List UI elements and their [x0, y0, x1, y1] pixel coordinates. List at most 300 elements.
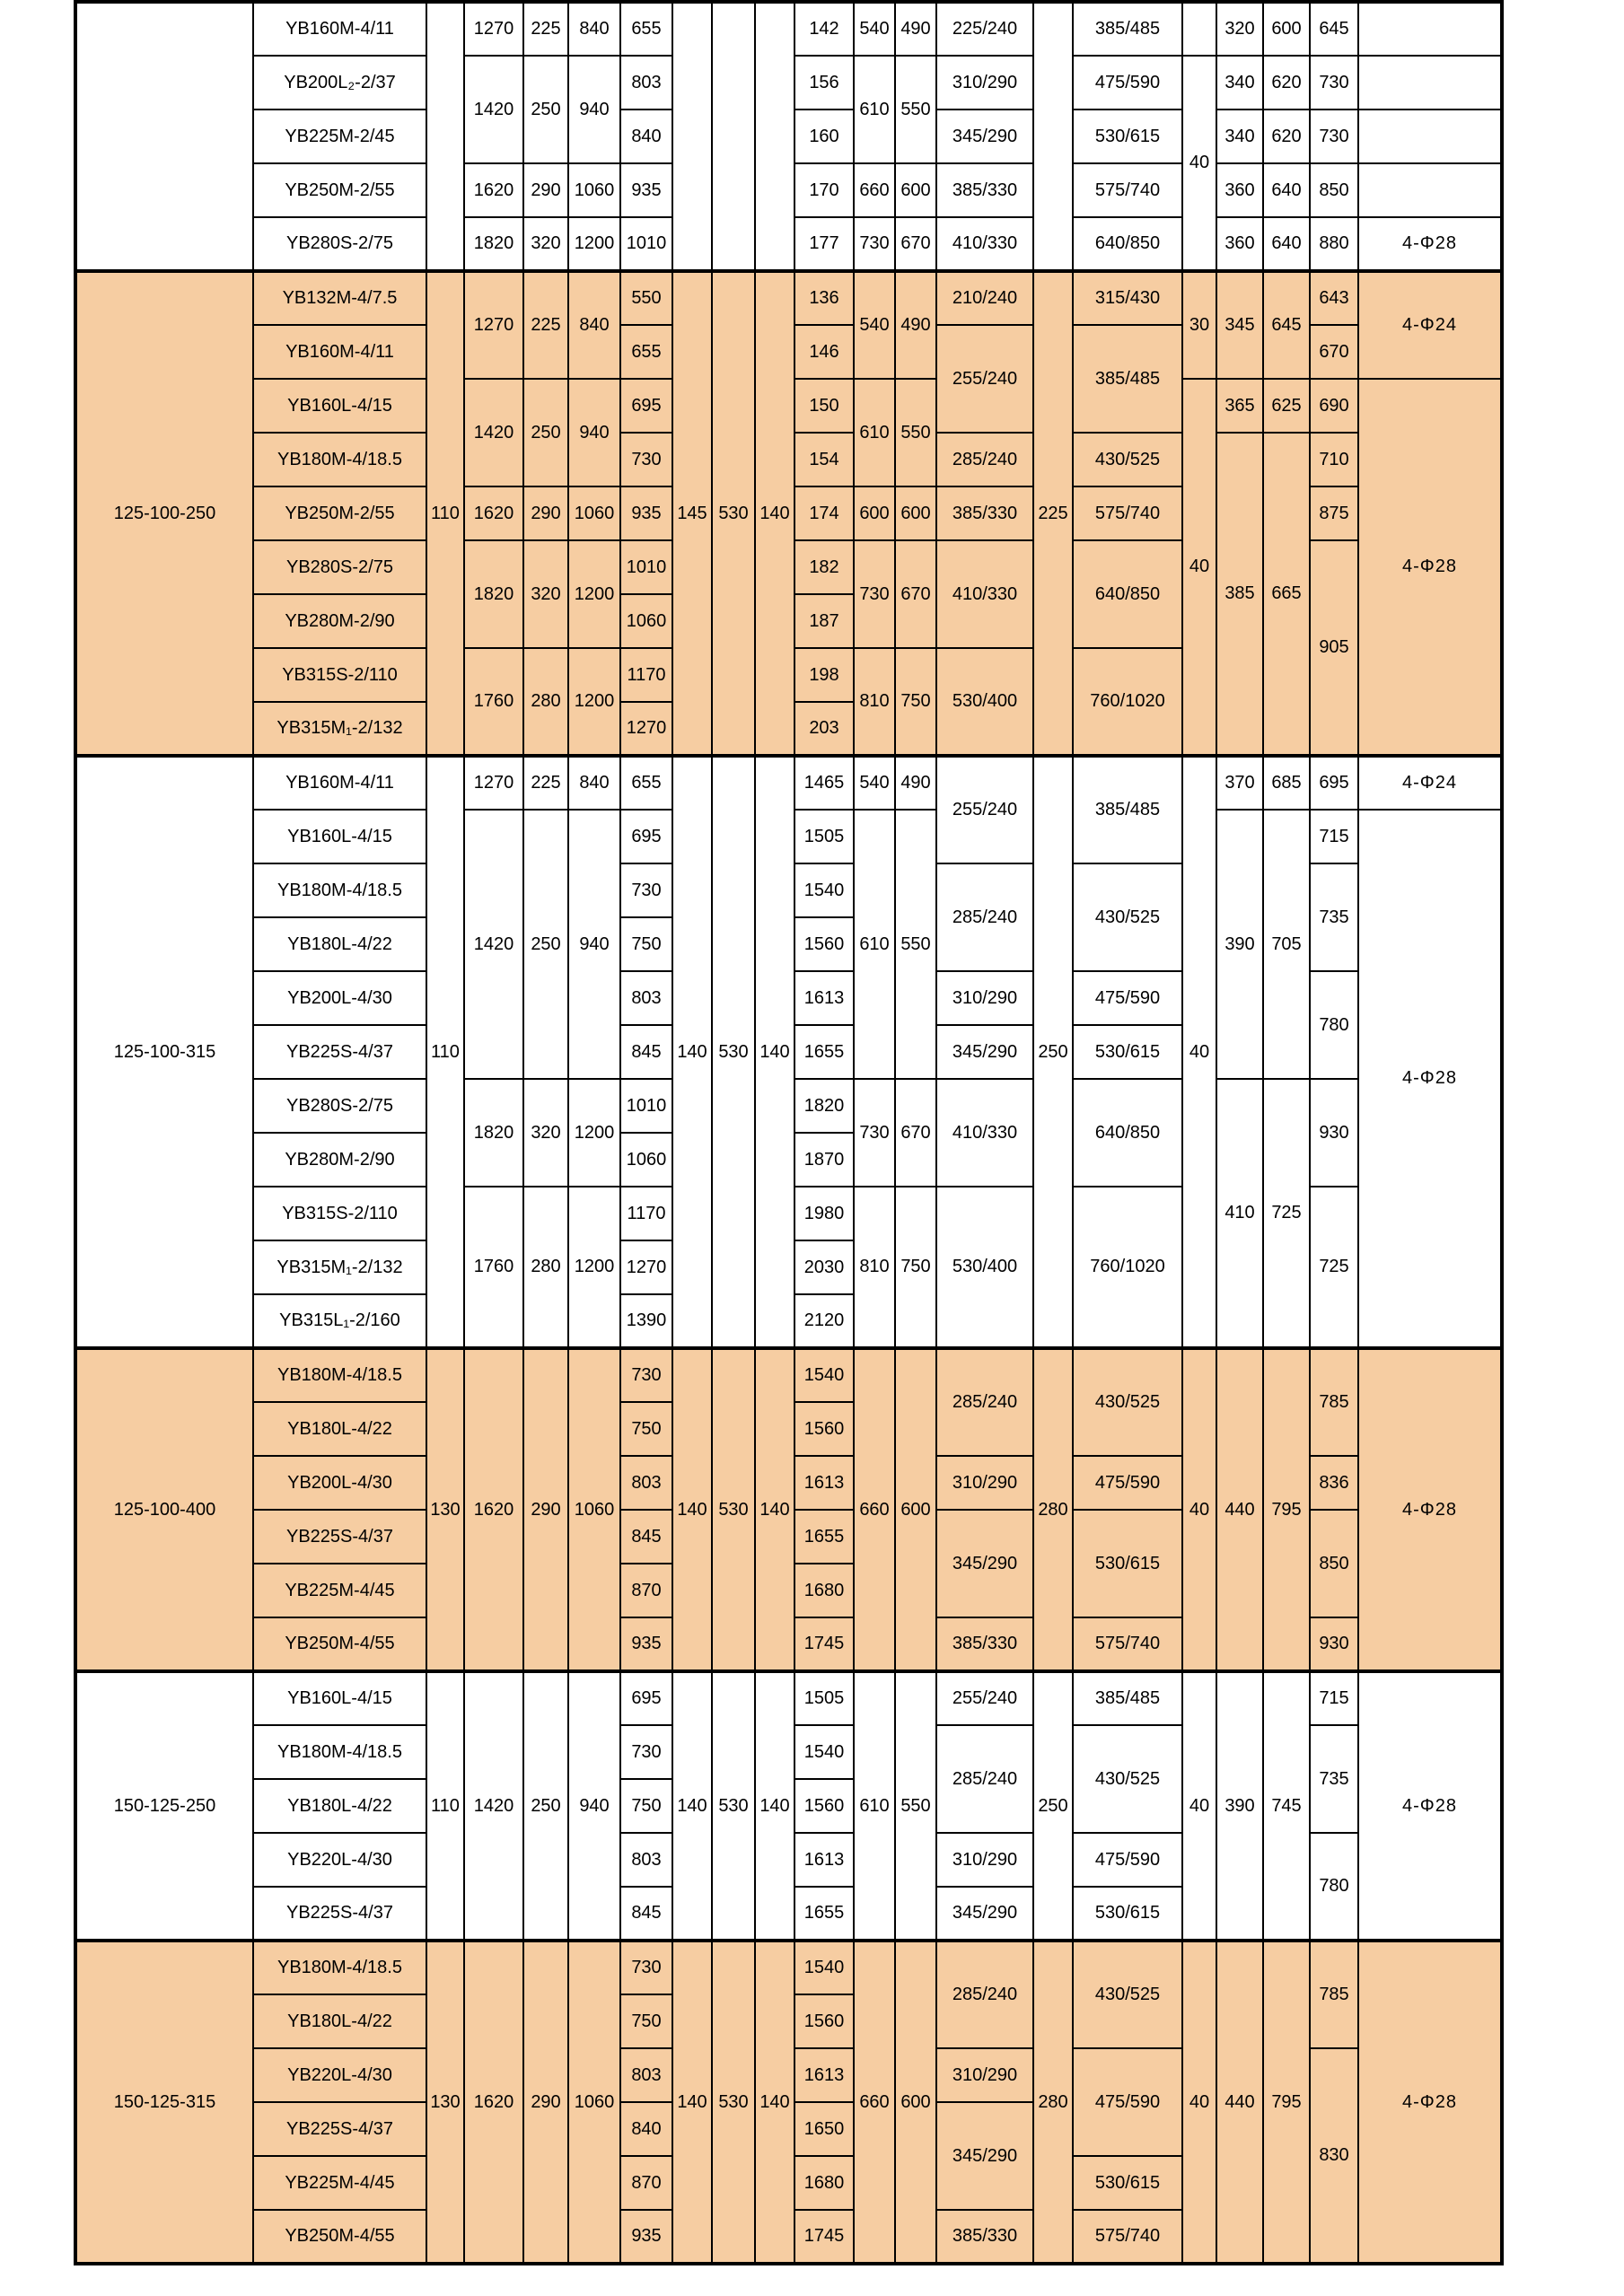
cell-d1: 540 [854, 271, 895, 379]
cell-d2: 550 [895, 1671, 936, 1941]
section-150-125-250 [75, 1671, 1502, 1941]
cell-l1: 1820 [464, 1079, 523, 1187]
cell-bolt: 4-Φ28 [1358, 810, 1502, 1348]
cell-d2: 550 [895, 810, 936, 1079]
cell-l1: 1420 [464, 56, 523, 163]
cell-d2: 750 [895, 648, 936, 756]
cell-d2: 670 [895, 540, 936, 648]
cell-l3: 1200 [568, 540, 620, 648]
cell-mass: 1540 [794, 1725, 854, 1779]
cell-d1: 660 [854, 163, 895, 217]
cell-l2: 290 [523, 1348, 568, 1671]
cell-d1: 600 [854, 486, 895, 540]
cell-motor: YB200L-4/30 [253, 971, 426, 1025]
cell-mass: 1560 [794, 1402, 854, 1456]
cell-d1: 660 [854, 1348, 895, 1671]
cell-d3: 345/290 [936, 1025, 1033, 1079]
cell-d5: 410 [1216, 1079, 1263, 1348]
cell-mass: 187 [794, 594, 854, 648]
cell-l4: 803 [620, 2048, 672, 2102]
cell-l2: 250 [523, 379, 568, 486]
cell-d4: 575/740 [1073, 2210, 1182, 2264]
cell-l3: 1200 [568, 1187, 620, 1348]
cell-d3: 345/290 [936, 1510, 1033, 1617]
cell-motor: YB315M₁-2/132 [253, 1240, 426, 1294]
cell-d3: 210/240 [936, 271, 1033, 325]
cell-l4: 845 [620, 1887, 672, 1941]
cell-mass: 136 [794, 271, 854, 325]
cell-motor: YB180L-4/22 [253, 917, 426, 971]
cell-mass: 1560 [794, 1994, 854, 2048]
cell-mass: 1613 [794, 971, 854, 1025]
cell-d6: 640 [1263, 163, 1310, 217]
cell-d7: 850 [1310, 163, 1358, 217]
cell-d4: 575/740 [1073, 1617, 1182, 1671]
cell-bolt: 4-Φ28 [1358, 217, 1502, 271]
cell-motor: YB180M-4/18.5 [253, 1348, 426, 1402]
cell-bolt: 4-Φ28 [1358, 1671, 1502, 1941]
table-row [75, 2, 1502, 56]
cell-n6: 40 [1182, 56, 1216, 271]
cell-l2: 320 [523, 1079, 568, 1187]
cell-n2: 140 [672, 1671, 712, 1941]
cell-d7: 905 [1310, 540, 1358, 756]
cell-mass: 156 [794, 56, 854, 110]
cell-l4: 1060 [620, 1133, 672, 1187]
cell-bolt: 4-Φ28 [1358, 1348, 1502, 1671]
cell-d3: 345/290 [936, 1887, 1033, 1941]
cell-l4: 1170 [620, 1187, 672, 1240]
cell-motor: YB225S-4/37 [253, 1887, 426, 1941]
cell-l2: 320 [523, 217, 568, 271]
cell-mass: 1540 [794, 863, 854, 917]
cell-motor: YB225S-4/37 [253, 1025, 426, 1079]
cell-n6: 30 [1182, 271, 1216, 379]
cell-d6: 665 [1263, 433, 1310, 756]
cell-pump: 150-125-250 [75, 1671, 253, 1941]
cell-d3: 310/290 [936, 971, 1033, 1025]
cell-n6: 40 [1182, 1671, 1216, 1941]
cell-bolt-empty [1358, 110, 1502, 163]
cell-mass: 1980 [794, 1187, 854, 1240]
cell-motor: YB280S-2/75 [253, 217, 426, 271]
cell-mass: 1540 [794, 1941, 854, 1994]
cell-l1: 1820 [464, 217, 523, 271]
table-row [75, 1348, 1502, 1402]
cell-n1: 130 [426, 1348, 464, 1671]
cell-l2: 280 [523, 648, 568, 756]
cell-motor: YB280S-2/75 [253, 1079, 426, 1133]
cell-n5: 250 [1033, 1671, 1073, 1941]
cell-d7: 715 [1310, 810, 1358, 863]
cell-d3: 385/330 [936, 486, 1033, 540]
cell-d3: 410/330 [936, 217, 1033, 271]
cell-l2: 225 [523, 2, 568, 56]
cell-motor: YB160M-4/11 [253, 325, 426, 379]
cell-d5: 440 [1216, 1348, 1263, 1671]
cell-d2: 550 [895, 379, 936, 486]
cell-d3: 530/400 [936, 1187, 1033, 1348]
cell-d3: 310/290 [936, 1456, 1033, 1510]
cell-motor: YB180M-4/18.5 [253, 863, 426, 917]
cell-d4: 760/1020 [1073, 648, 1182, 756]
cell-l4: 840 [620, 110, 672, 163]
cell-l3: 840 [568, 756, 620, 810]
cell-n3: 530 [712, 1671, 755, 1941]
cell-motor: YB180M-4/18.5 [253, 433, 426, 486]
cell-l3: 1060 [568, 486, 620, 540]
cell-l3: 1060 [568, 1941, 620, 2264]
cell-pump: 150-125-315 [75, 1941, 253, 2264]
cell-mass: 1655 [794, 1887, 854, 1941]
cell-d4: 475/590 [1073, 56, 1182, 110]
cell-l3: 1060 [568, 1348, 620, 1671]
cell-d6: 705 [1263, 810, 1310, 1079]
table-row [75, 271, 1502, 325]
cell-l4: 1170 [620, 648, 672, 702]
cell-mass: 154 [794, 433, 854, 486]
cell-d4: 385/485 [1073, 325, 1182, 433]
cell-motor: YB250M-2/55 [253, 486, 426, 540]
cell-d5: 390 [1216, 1671, 1263, 1941]
cell-d3: 310/290 [936, 2048, 1033, 2102]
cell-d7: 695 [1310, 756, 1358, 810]
cell-motor: YB180L-4/22 [253, 1402, 426, 1456]
cell-l3: 1200 [568, 217, 620, 271]
cell-motor: YB225M-4/45 [253, 2156, 426, 2210]
cell-d6: 640 [1263, 217, 1310, 271]
cell-motor: YB250M-2/55 [253, 163, 426, 217]
cell-l3: 1200 [568, 1079, 620, 1187]
section-150-125-315 [75, 1941, 1502, 2264]
cell-motor: YB220L-4/30 [253, 1833, 426, 1887]
cell-l3: 1060 [568, 163, 620, 217]
cell-d7: 875 [1310, 486, 1358, 540]
cell-d7: 690 [1310, 379, 1358, 433]
cell-l4: 750 [620, 917, 672, 971]
cell-l2: 280 [523, 1187, 568, 1348]
cell-bolt: 4-Φ28 [1358, 1941, 1502, 2264]
cell-d3: 385/330 [936, 2210, 1033, 2264]
cell-motor: YB160L-4/15 [253, 379, 426, 433]
cell-l1: 1420 [464, 1671, 523, 1941]
cell-d7: 710 [1310, 433, 1358, 486]
cell-n2: 140 [672, 1941, 712, 2264]
cell-n1: 110 [426, 1671, 464, 1941]
cell-l4: 750 [620, 1402, 672, 1456]
cell-d7: 645 [1310, 2, 1358, 56]
cell-d5: 360 [1216, 163, 1263, 217]
cell-bolt: 4-Φ24 [1358, 271, 1502, 379]
cell-l4: 1010 [620, 540, 672, 594]
cell-mass: 1680 [794, 1564, 854, 1617]
cell-l1: 1620 [464, 1348, 523, 1671]
cell-d3: 285/240 [936, 1725, 1033, 1833]
cell-d3: 385/330 [936, 163, 1033, 217]
cell-d4: 760/1020 [1073, 1187, 1182, 1348]
cell-d3: 530/400 [936, 648, 1033, 756]
cell-d1: 730 [854, 540, 895, 648]
cell-d2: 600 [895, 1941, 936, 2264]
cell-l2: 290 [523, 486, 568, 540]
cell-l1: 1270 [464, 2, 523, 56]
cell-l2: 320 [523, 540, 568, 648]
cell-pump: 125-100-250 [75, 271, 253, 756]
cell-d1: 540 [854, 2, 895, 56]
cell-l1: 1760 [464, 648, 523, 756]
cell-d1: 810 [854, 1187, 895, 1348]
cell-mass: 146 [794, 325, 854, 379]
cell-d7: 880 [1310, 217, 1358, 271]
cell-d7: 780 [1310, 1833, 1358, 1941]
cell-d7: 930 [1310, 1617, 1358, 1671]
cell-l1: 1420 [464, 379, 523, 486]
cell-bolt-empty [1358, 163, 1502, 217]
cell-n5: 280 [1033, 1348, 1073, 1671]
cell-l4: 655 [620, 325, 672, 379]
cell-l4: 1270 [620, 702, 672, 756]
cell-d7: 735 [1310, 1725, 1358, 1833]
cell-motor: YB280S-2/75 [253, 540, 426, 594]
cell-d7: 735 [1310, 863, 1358, 971]
cell-motor: YB280M-2/90 [253, 1133, 426, 1187]
cell-n4: 140 [755, 1941, 794, 2264]
cell-d2: 600 [895, 486, 936, 540]
cell-mass: 1505 [794, 1671, 854, 1725]
cell-d6: 645 [1263, 271, 1310, 379]
cell-d3: 310/290 [936, 56, 1033, 110]
cell-d3: 255/240 [936, 756, 1033, 863]
cell-mass: 1820 [794, 1079, 854, 1133]
cell-d7: 730 [1310, 56, 1358, 110]
cell-l1: 1620 [464, 163, 523, 217]
cell-mass: 1745 [794, 2210, 854, 2264]
cell-mass: 170 [794, 163, 854, 217]
cell-d4: 385/485 [1073, 756, 1182, 863]
cell-d4: 475/590 [1073, 1833, 1182, 1887]
cell-d1: 810 [854, 648, 895, 756]
cell-n6-empty [1182, 2, 1216, 56]
cell-l1: 1270 [464, 271, 523, 379]
cell-d4: 575/740 [1073, 163, 1182, 217]
cell-n3: 530 [712, 1348, 755, 1671]
cell-d7: 830 [1310, 2048, 1358, 2264]
cell-mass: 1655 [794, 1510, 854, 1564]
cell-n2-empty [672, 2, 712, 271]
cell-d4: 430/525 [1073, 1348, 1182, 1456]
cell-n4: 140 [755, 271, 794, 756]
cell-l4: 845 [620, 1025, 672, 1079]
cell-d7: 785 [1310, 1348, 1358, 1456]
cell-l4: 1390 [620, 1294, 672, 1348]
cell-l1: 1270 [464, 756, 523, 810]
cell-mass: 1505 [794, 810, 854, 863]
cell-d7: 730 [1310, 110, 1358, 163]
cell-l4: 935 [620, 163, 672, 217]
cell-motor: YB250M-4/55 [253, 2210, 426, 2264]
cell-d6: 685 [1263, 756, 1310, 810]
cell-d7: 725 [1310, 1187, 1358, 1348]
cell-l4: 845 [620, 1510, 672, 1564]
cell-motor: YB180L-4/22 [253, 1779, 426, 1833]
cell-l4: 1060 [620, 594, 672, 648]
cell-l1: 1760 [464, 1187, 523, 1348]
cell-n4: 140 [755, 1348, 794, 1671]
table-row [75, 1671, 1502, 1725]
cell-pump-empty [75, 2, 253, 271]
cell-l4: 840 [620, 2102, 672, 2156]
cell-motor: YB315L₁-2/160 [253, 1294, 426, 1348]
cell-d6: 795 [1263, 1941, 1310, 2264]
cell-d6: 620 [1263, 110, 1310, 163]
cell-d6: 795 [1263, 1348, 1310, 1671]
cell-d4: 640/850 [1073, 1079, 1182, 1187]
cell-motor: YB250M-4/55 [253, 1617, 426, 1671]
cell-l3: 940 [568, 810, 620, 1079]
cell-motor: YB315S-2/110 [253, 1187, 426, 1240]
cell-n3: 530 [712, 756, 755, 1348]
cell-d4: 530/615 [1073, 110, 1182, 163]
cell-d2: 490 [895, 2, 936, 56]
cell-mass: 174 [794, 486, 854, 540]
cell-d5: 385 [1216, 433, 1263, 756]
cell-motor: YB160M-4/11 [253, 756, 426, 810]
cell-l1: 1620 [464, 486, 523, 540]
cell-d6: 745 [1263, 1671, 1310, 1941]
cell-d2: 490 [895, 271, 936, 379]
cell-motor: YB315S-2/110 [253, 648, 426, 702]
cell-d3: 285/240 [936, 433, 1033, 486]
cell-motor: YB225M-4/45 [253, 1564, 426, 1617]
cell-bolt-empty [1358, 2, 1502, 56]
cell-l2: 250 [523, 56, 568, 163]
cell-n2: 140 [672, 756, 712, 1348]
cell-l1: 1620 [464, 1941, 523, 2264]
cell-l4: 695 [620, 810, 672, 863]
cell-d7: 836 [1310, 1456, 1358, 1510]
cell-d7: 780 [1310, 971, 1358, 1079]
cell-mass: 1745 [794, 1617, 854, 1671]
cell-d6: 620 [1263, 56, 1310, 110]
cell-d7: 715 [1310, 1671, 1358, 1725]
cell-pump: 125-100-315 [75, 756, 253, 1348]
table-row [75, 1941, 1502, 1994]
cell-l4: 550 [620, 271, 672, 325]
cell-l2: 290 [523, 1941, 568, 2264]
cell-d4: 430/525 [1073, 1941, 1182, 2048]
cell-motor: YB160M-4/11 [253, 2, 426, 56]
cell-mass: 160 [794, 110, 854, 163]
cell-n1: 130 [426, 1941, 464, 2264]
cell-n1-empty [426, 2, 464, 271]
cell-d3: 285/240 [936, 1941, 1033, 2048]
cell-mass: 203 [794, 702, 854, 756]
cell-mass: 1613 [794, 1456, 854, 1510]
cell-l3: 840 [568, 271, 620, 379]
cell-l4: 655 [620, 756, 672, 810]
cell-d6: 600 [1263, 2, 1310, 56]
cell-d4: 475/590 [1073, 971, 1182, 1025]
cell-l4: 803 [620, 971, 672, 1025]
cell-d4: 385/485 [1073, 2, 1182, 56]
cell-d5: 340 [1216, 56, 1263, 110]
cell-n2: 145 [672, 271, 712, 756]
cell-l4: 870 [620, 1564, 672, 1617]
cell-mass: 177 [794, 217, 854, 271]
cell-motor: YB315M₁-2/132 [253, 702, 426, 756]
cell-d4: 575/740 [1073, 486, 1182, 540]
cell-mass: 2120 [794, 1294, 854, 1348]
cell-d3: 345/290 [936, 110, 1033, 163]
cell-n3-empty [712, 2, 755, 271]
cell-motor: YB220L-4/30 [253, 2048, 426, 2102]
cell-d1: 610 [854, 1671, 895, 1941]
cell-l4: 695 [620, 379, 672, 433]
cell-n1: 110 [426, 271, 464, 756]
cell-d7: 670 [1310, 325, 1358, 379]
cell-d4: 385/485 [1073, 1671, 1182, 1725]
cell-l4: 803 [620, 1456, 672, 1510]
cell-l4: 655 [620, 2, 672, 56]
cell-d2: 670 [895, 217, 936, 271]
cell-l3: 840 [568, 2, 620, 56]
cell-motor: YB200L-4/30 [253, 1456, 426, 1510]
cell-d5: 390 [1216, 810, 1263, 1079]
cell-n1: 110 [426, 756, 464, 1348]
cell-mass: 1465 [794, 756, 854, 810]
cell-l4: 935 [620, 1617, 672, 1671]
cell-mass: 142 [794, 2, 854, 56]
cell-l4: 730 [620, 1725, 672, 1779]
cell-l2: 290 [523, 163, 568, 217]
cell-motor: YB180L-4/22 [253, 1994, 426, 2048]
cell-motor: YB160L-4/15 [253, 810, 426, 863]
cell-mass: 1613 [794, 1833, 854, 1887]
cell-d4: 530/615 [1073, 1510, 1182, 1617]
cell-l4: 1270 [620, 1240, 672, 1294]
cell-d3: 225/240 [936, 2, 1033, 56]
cell-n3: 530 [712, 271, 755, 756]
cell-motor: YB225M-2/45 [253, 110, 426, 163]
cell-l4: 750 [620, 1779, 672, 1833]
cell-n4: 140 [755, 756, 794, 1348]
cell-d4: 430/525 [1073, 863, 1182, 971]
section-125-100-315 [75, 756, 1502, 1348]
cell-d4: 530/615 [1073, 1887, 1182, 1941]
cell-motor: YB225S-4/37 [253, 2102, 426, 2156]
cell-d2: 490 [895, 756, 936, 810]
cell-mass: 1870 [794, 1133, 854, 1187]
cell-n5-empty [1033, 2, 1073, 271]
cell-l4: 803 [620, 56, 672, 110]
section-125-100-250 [75, 271, 1502, 756]
cell-d3: 255/240 [936, 1671, 1033, 1725]
cell-n3: 530 [712, 1941, 755, 2264]
cell-n6: 40 [1182, 1348, 1216, 1671]
cell-d3: 285/240 [936, 863, 1033, 971]
cell-d7: 785 [1310, 1941, 1358, 2048]
cell-d4: 430/525 [1073, 433, 1182, 486]
cell-mass: 1655 [794, 1025, 854, 1079]
cell-l3: 940 [568, 379, 620, 486]
cell-d5: 345 [1216, 271, 1263, 379]
cell-d2: 550 [895, 56, 936, 163]
cell-d7: 930 [1310, 1079, 1358, 1187]
cell-l4: 730 [620, 1348, 672, 1402]
cell-mass: 1560 [794, 1779, 854, 1833]
cell-l2: 225 [523, 271, 568, 379]
cell-d5: 365 [1216, 379, 1263, 433]
